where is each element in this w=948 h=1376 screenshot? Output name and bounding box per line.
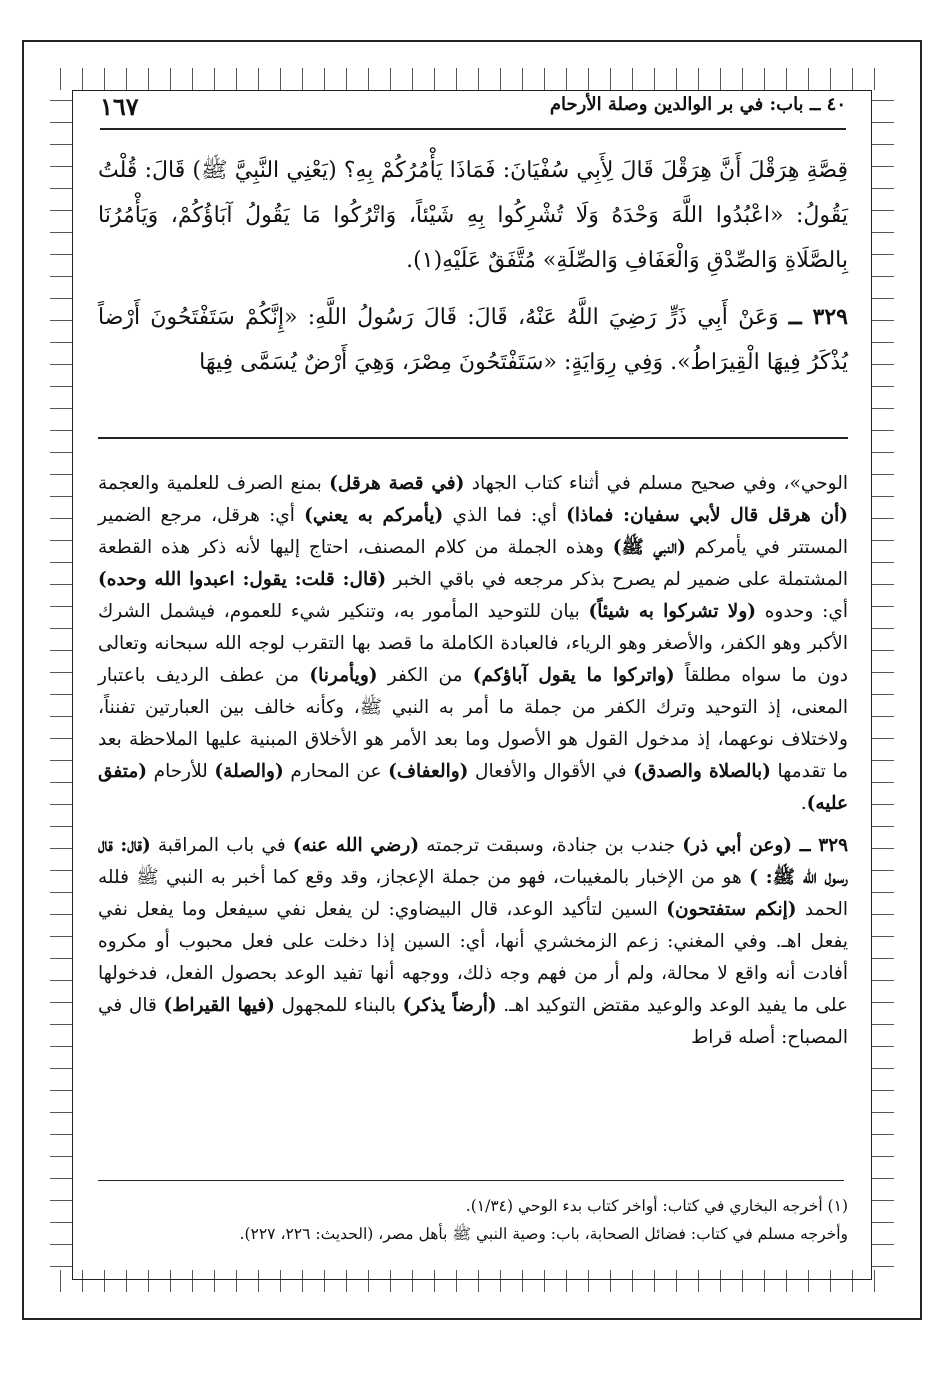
footnotes bbox=[98, 1192, 848, 1248]
page-header bbox=[100, 92, 846, 128]
hadith-number: ٣٢٩ ــ bbox=[788, 304, 848, 330]
commentary-paragraph-2: ٣٢٩ ــ (وعن أبي ذر) جندب بن جنادة، وسبقت ترجمته (رضي الله عنه) في باب المراقبة (قال: قال رسول الله ﷺ: ) هو من الإخبار بالمغيبات، فهو من جملة الإعجاز، وقد وقع كما أخبر به النبي ﷺ فلله الحمد (إنكم ستفتحون) السين لتأكيد الوعد، قال البيضاوي: لن يفعل نفي سيفعل وما يفعل نفي يفعل اهـ. وفي المغني: زعم الزمخشري أنها، أي: السين إذا دخلت على فعل محبوب أو مكروه أفادت أنه واقع لا محالة، ولم أر من فهم وجه ذلك، ووجهه أنها تفيد الوعد بحصول الفعل، فدخولها على ما يفيد الوعد والوعيد مقتض التوكيد اهـ. (أرضاً يذكر) بالبناء للمجهول (فيها القيراط) قال في المصباح: أصله قراط bbox=[98, 835, 849, 1048]
page-number: ١٦٧ bbox=[100, 92, 139, 121]
hadith-text bbox=[98, 148, 848, 385]
footnote-1: (١) أخرجه البخاري في كتاب: أواخر كتاب بدء الوحي (١/٣٤). bbox=[465, 1197, 848, 1215]
hadith-paragraph-2-text: وَعَنْ أَبِي ذَرٍّ رَضِيَ اللَّهُ عَنْهُ، قَالَ: قَالَ رَسُولُ اللَّهِ: «إِنَّكُمْ سَتَفْتَحُونَ أَرْضاً يُذْكَرُ فِيهَا الْقِيرَاطُ». وَفِي رِوَايَةٍ: «سَتَفْتَحُونَ مِصْرَ، وَهِيَ أَرْضٌ يُسَمَّى فِيهَا bbox=[98, 305, 848, 375]
header-divider bbox=[100, 128, 846, 130]
commentary-text bbox=[98, 468, 848, 1054]
hadith-paragraph-2 bbox=[98, 295, 848, 385]
hadith-paragraph-1: قِصَّةِ هِرَقْلَ أَنَّ هِرَقْلَ قَالَ لِأَبِي سُفْيَانَ: فَمَاذَا يَأْمُرُكُمْ بِهِ؟ (يَعْنِي النَّبِيَّ ﷺ) قَالَ: قُلْتُ يَقُولُ: «اعْبُدُوا اللَّهَ وَحْدَهُ وَلَا تُشْرِكُوا بِهِ شَيْئاً، وَاتْرُكُوا مَا يَقُولُ آبَاؤُكُمْ، وَيَأْمُرُنَا بِالصَّلَاةِ وَالصِّدْقِ وَالْعَفَافِ وَالصِّلَةِ» مُتَّفَقٌ عَلَيْهِ(١). bbox=[98, 158, 848, 273]
chapter-title: ٤٠ ــ باب: في بر الوالدين وصلة الأرحام bbox=[549, 94, 846, 115]
commentary-paragraph-1: الوحي»، وفي صحيح مسلم في أثناء كتاب الجهاد (في قصة هرقل) بمنع الصرف للعلمية والعجمة (أن هرقل قال لأبي سفيان: فماذا) أي: فما الذي (يأمركم به يعني) أي: هرقل، مرجع الضمير المستتر في يأمركم (النبي ﷺ) وهذه الجملة من كلام المصنف، احتاج إليها لأنه ذكر هذه القطعة المشتملة على ضمير لم يصرح بذكر مرجعه في باقي الخبر (قال: قلت: يقول: اعبدوا الله وحده) أي: وحدوه (ولا تشركوا به شيئاً) بيان للتوحيد المأمور به، وتنكير شيء للعموم، فيشمل الشرك الأكبر وهو الكفر، والأصغر وهو الرياء، فالعبادة الكاملة ما قصد بها التقرب لوجه الله سبحانه وتعالى دون ما سواه مطلقاً (واتركوا ما يقول آباؤكم) من الكفر (ويأمرنا) من عطف الرديف باعتبار المعنى، إذ التوحيد وترك الكفر من جملة ما أمر به النبي ﷺ، وكأنه خالف بين العبارتين تفنناً، ولاختلاف نوعهما، إذ مدخول القول هو الأصول وما بعد الأمر هو الأخلاق المبنية عليها الملاحظة بعد ما تقدمها (بالصلاة والصدق) في الأقوال والأفعال (والعفاف) عن المحارم (والصلة) للأرحام (متفق عليه). bbox=[98, 473, 849, 814]
footnote-divider bbox=[98, 1180, 844, 1181]
footnote-2: وأخرجه مسلم في كتاب: فضائل الصحابة، باب: وصية النبي ﷺ بأهل مصر، (الحديث: ٢٢٦، ٢٢٧). bbox=[239, 1225, 848, 1243]
text-commentary-divider bbox=[98, 437, 848, 439]
